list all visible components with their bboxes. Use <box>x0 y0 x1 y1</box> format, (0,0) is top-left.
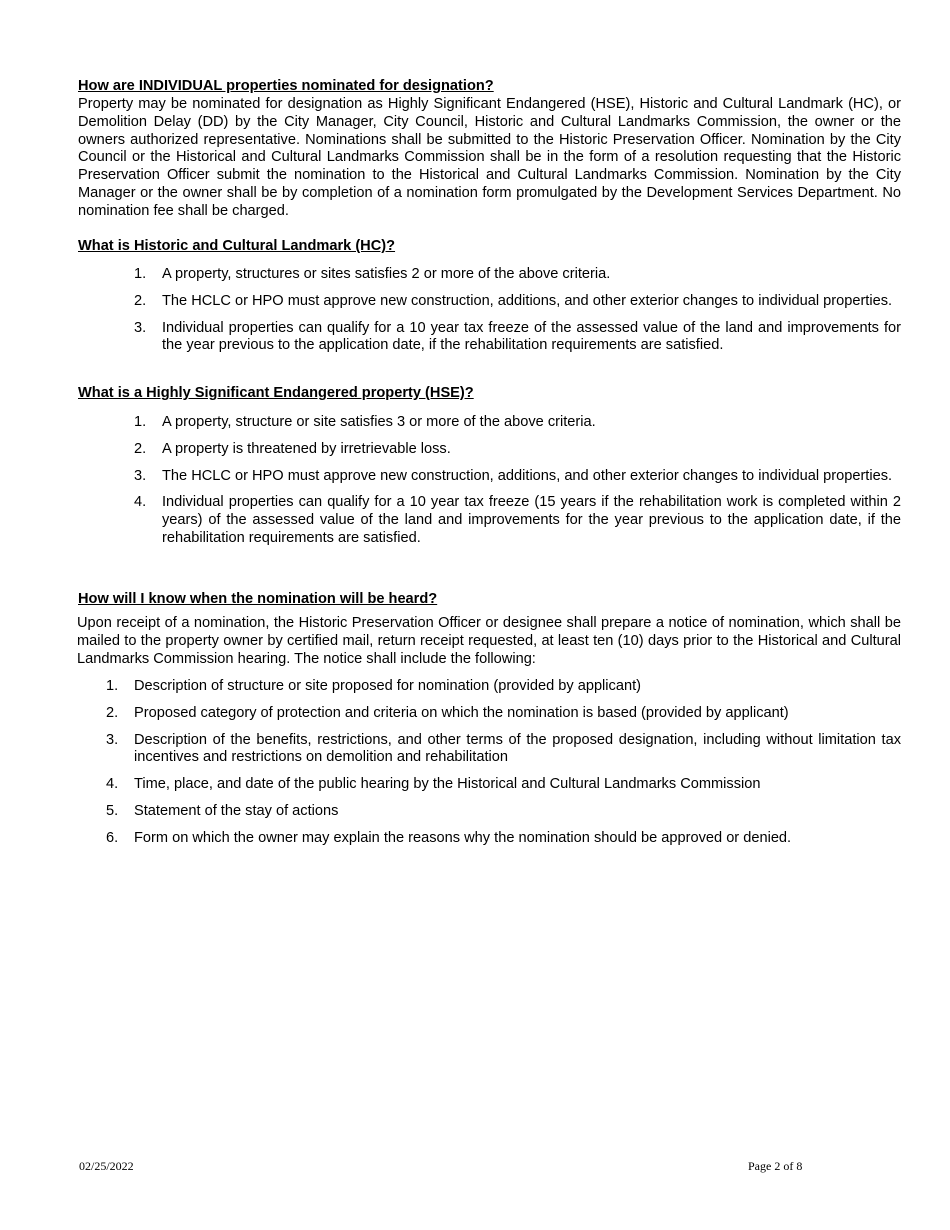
hearing-paragraph: Upon receipt of a nomination, the Historic Preservation Officer or designee shall prepare a notice of nomination, which shall be mailed to the property owner by certified mail, return receipt requested, at least ten (10) days prior to the Historical and Cultural Landmarks Commission hearing. The notice shall include the following: <box>77 615 901 667</box>
list-text: The HCLC or HPO must approve new construction, additions, and other exterior changes to individual properties. <box>162 467 893 484</box>
list-number: 3. <box>134 319 147 336</box>
list-text: Individual properties can qualify for a 10 year tax freeze (15 years if the rehabilitation work is completed within 2 years) of the assessed value of the land and improvements for the year previous to the application date, if the rehabilitation requirements are satisfied. <box>162 494 901 546</box>
list-item <box>106 829 901 848</box>
hse-heading: What is a Highly Significant Endangered property (HSE)? <box>78 385 474 401</box>
list-number: 1. <box>134 414 147 430</box>
list-item <box>134 467 901 486</box>
list-number: 3. <box>134 467 147 484</box>
list-number: 3. <box>106 731 119 748</box>
list-text: Description of structure or site proposed for nomination (provided by applicant) <box>134 678 641 694</box>
list-number: 2. <box>106 704 119 721</box>
list-text: A property is threatened by irretrievable loss. <box>162 440 451 457</box>
list-text: A property, structure or site satisfies 3 or more of the above criteria. <box>162 414 596 430</box>
list-item <box>134 292 901 311</box>
list-item <box>106 678 901 696</box>
list-number: 2. <box>134 440 147 457</box>
list-item <box>106 802 901 821</box>
list-text: The HCLC or HPO must approve new construction, additions, and other exterior changes to individual properties. <box>162 292 893 309</box>
list-text: Time, place, and date of the public hearing by the Historical and Cultural Landmarks Commission <box>134 776 761 793</box>
hearing-heading: How will I know when the nomination will be heard? <box>78 591 438 607</box>
list-text: Form on which the owner may explain the reasons why the nomination should be approved or denied. <box>134 829 792 846</box>
list-number: 1. <box>134 266 147 282</box>
list-item <box>134 319 901 356</box>
hc-heading: What is Historic and Cultural Landmark (HC)? <box>78 238 396 254</box>
footer-page-number: Page 2 of 8 <box>748 1159 803 1173</box>
list-number: 6. <box>106 829 119 846</box>
list-item <box>106 704 901 723</box>
list-item <box>134 266 901 284</box>
list-text: A property, structures or sites satisfies 2 or more of the above criteria. <box>162 266 611 282</box>
list-item <box>134 494 901 547</box>
nomination-heading: How are INDIVIDUAL properties nominated for designation? <box>78 78 494 94</box>
list-text: Statement of the stay of actions <box>134 802 339 819</box>
list-text: Description of the benefits, restrictions, and other terms of the proposed designation, including without limitation tax incentives and restrictions on demolition and rehabilitation <box>134 731 901 766</box>
list-item <box>106 776 901 794</box>
list-number: 4. <box>106 776 119 793</box>
hearing-list <box>106 678 901 848</box>
list-text: Proposed category of protection and criteria on which the nomination is based (provided by applicant) <box>134 704 789 721</box>
list-number: 2. <box>134 292 147 309</box>
list-number: 1. <box>106 678 119 694</box>
list-item <box>134 440 901 459</box>
list-number: 5. <box>106 802 119 819</box>
list-number: 4. <box>134 494 147 511</box>
list-item <box>134 414 901 432</box>
hse-list <box>134 414 901 548</box>
list-text: Individual properties can qualify for a 10 year tax freeze of the assessed value of the land and improvements for the year previous to the application date, if the rehabilitation requirements are satisfied. <box>162 319 901 354</box>
nomination-paragraph: Property may be nominated for designation as Highly Significant Endangered (HSE), Historic and Cultural Landmark (HC), or Demolition Delay (DD) by the City Manager, City Council, Historic and Cultural Landmarks Commission, the owner or the owners authorized representative. Nominations shall be submitted to the Historic Preservation Officer. Nomination by the City Council or the Historical and Cultural Landmarks Commission shall be in the form of a resolution requesting that the Historic Preservation Officer submit the nomination to the Historical and Cultural Landmarks Commission. Nomination by the City Manager or the owner shall be by completion of a nomination form promulgated by the Development Services Department. No nomination fee shall be charged. <box>78 96 901 219</box>
hc-list <box>134 266 901 355</box>
footer-date: 02/25/2022 <box>79 1159 134 1173</box>
list-item <box>106 731 901 768</box>
